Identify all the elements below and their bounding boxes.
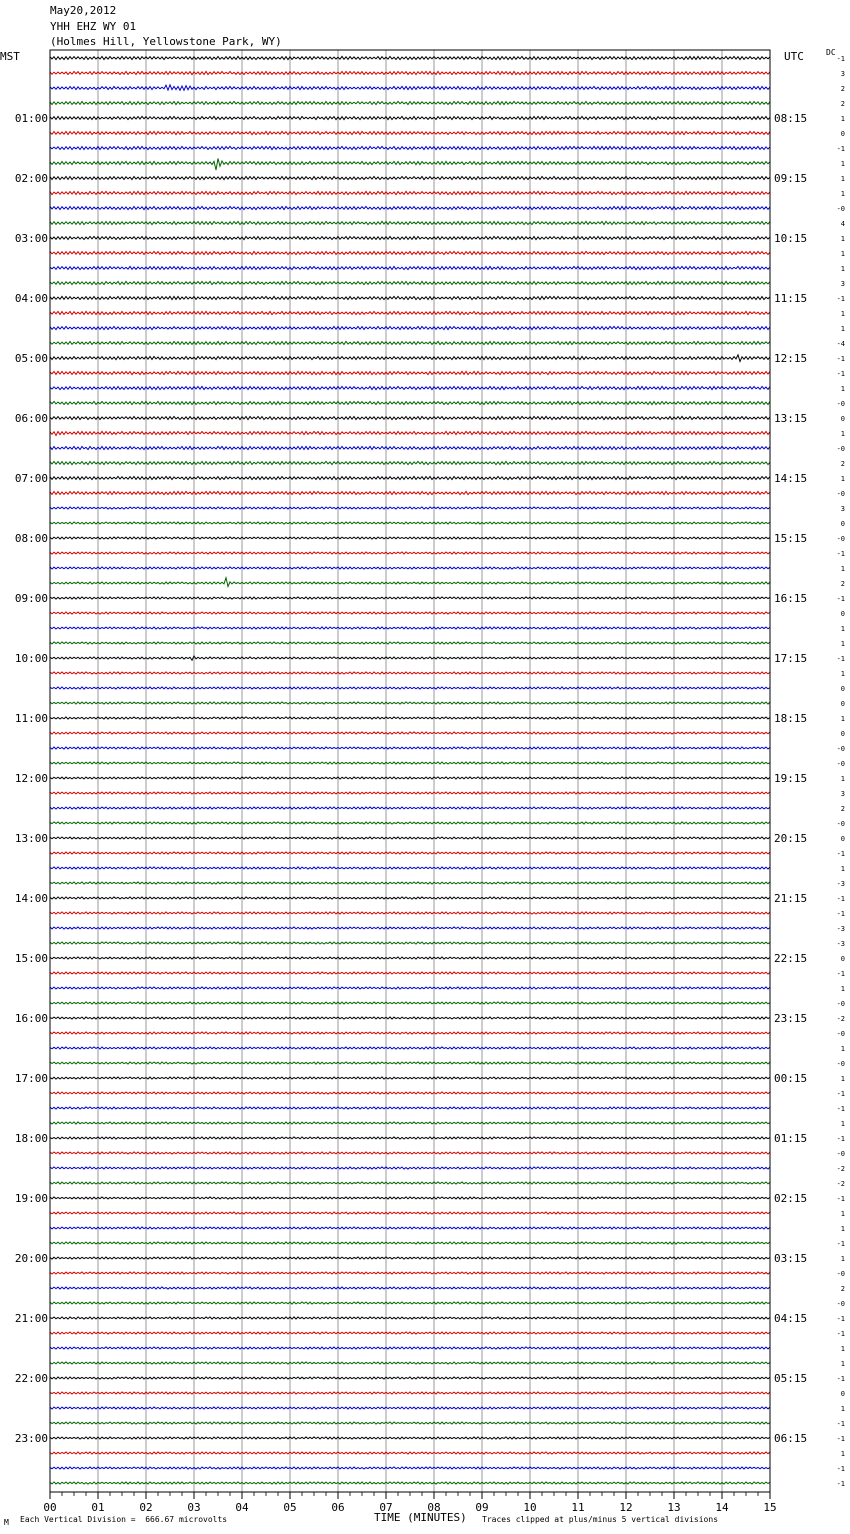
dc-offset-label: -1 [836,1090,845,1098]
trace-21 [50,371,770,374]
trace-19 [50,341,770,344]
left-hour-label: 22:00 [14,1372,48,1385]
trace-56 [50,897,770,899]
x-tick-label: 03 [187,1501,201,1514]
dc-offset-label: 1 [840,715,845,723]
right-hour-label: 17:15 [774,652,808,665]
x-tick-label: 12 [619,1501,633,1514]
dc-offset-label: -1 [836,1195,845,1203]
right-hour-label: 14:15 [774,472,808,485]
trace-77 [50,1212,770,1214]
right-hour-label: 15:15 [774,532,808,545]
dc-offset-label: 1 [840,475,845,483]
dc-offset-label: -1 [836,1330,845,1338]
dc-offset-label: 1 [840,250,845,258]
x-tick-label: 10 [523,1501,537,1514]
trace-73 [50,1152,770,1154]
dc-offset-label: 4 [840,220,845,228]
dc-offset-label: -0 [836,1060,845,1068]
dc-offset-label: 0 [840,955,845,963]
axis-labels [15,55,845,1514]
trace-41 [50,672,770,674]
dc-offset-label: 1 [840,625,845,633]
trace-69 [50,1092,770,1094]
dc-offset-label: 1 [840,670,845,678]
dc-offset-label: -1 [836,1135,845,1143]
dc-offset-label: 1 [840,865,845,873]
right-hour-label: 16:15 [774,592,808,605]
trace-90 [50,1407,770,1409]
left-hour-label: 23:00 [14,1432,48,1445]
trace-18 [50,326,770,329]
dc-offset-label: -1 [836,910,845,918]
dc-offset-label: -1 [836,895,845,903]
left-hour-label: 20:00 [14,1252,48,1265]
dc-offset-label: -0 [836,400,845,408]
trace-47 [50,762,770,764]
right-hour-label: 18:15 [774,712,808,725]
trace-52 [50,837,770,839]
left-hour-label: 19:00 [14,1192,48,1205]
trace-79 [50,1242,770,1244]
left-hour-label: 10:00 [14,652,48,665]
right-hour-label: 23:15 [774,1012,808,1025]
dc-offset-label: -2 [836,1015,845,1023]
dc-offset-label: 1 [840,385,845,393]
dc-offset-label: 1 [840,1045,845,1053]
clip-text: Traces clipped at plus/minus 5 vertical divisions [482,1515,719,1524]
x-tick-label: 06 [331,1501,345,1514]
left-hour-label: 03:00 [14,232,48,245]
trace-50 [50,807,770,809]
dc-offset-label: 1 [840,565,845,573]
dc-label: DC [826,48,836,57]
dc-offset-label: 1 [840,1360,845,1368]
trace-44 [50,717,770,719]
trace-57 [50,912,770,914]
right-zone-label: UTC [784,50,804,63]
x-tick-label: 15 [763,1501,777,1514]
dc-offset-label: 2 [840,460,845,468]
trace-43 [50,702,770,704]
trace-2 [50,85,770,90]
dc-offset-label: -1 [836,145,845,153]
dc-offset-label: 0 [840,700,845,708]
trace-71 [50,1122,770,1124]
dc-offset-label: -2 [836,1180,845,1188]
dc-offset-label: 1 [840,430,845,438]
dc-offset-label: 3 [840,790,845,798]
x-tick-label: 07 [379,1501,393,1514]
trace-10 [50,206,770,209]
trace-65 [50,1032,770,1034]
dc-offset-label: -1 [836,850,845,858]
trace-4 [50,116,770,119]
dc-offset-label: 1 [840,1255,845,1263]
dc-offset-label: -0 [836,1270,845,1278]
x-tick-label: 04 [235,1501,249,1514]
dc-offset-label: -1 [836,1315,845,1323]
trace-74 [50,1167,770,1169]
trace-38 [50,627,770,629]
trace-24 [50,416,770,419]
left-hour-label: 13:00 [14,832,48,845]
trace-82 [50,1287,770,1289]
dc-offset-label: 2 [840,805,845,813]
dc-offset-label: -2 [836,1165,845,1173]
trace-0 [50,56,770,59]
dc-offset-label: 1 [840,160,845,168]
left-hour-label: 05:00 [14,352,48,365]
left-hour-label: 09:00 [14,592,48,605]
dc-offset-label: 1 [840,235,845,243]
dc-offset-label: 1 [840,640,845,648]
dc-offset-label: 0 [840,835,845,843]
left-hour-label: 01:00 [14,112,48,125]
dc-offset-label: -1 [836,550,845,558]
left-hour-label: 07:00 [14,472,48,485]
x-tick-label: 09 [475,1501,489,1514]
x-tick-label: 08 [427,1501,441,1514]
dc-offset-label: -1 [836,55,845,63]
trace-6 [50,146,770,149]
header-station: YHH EHZ WY 01 [50,20,137,33]
trace-78 [50,1227,770,1229]
dc-offset-label: -0 [836,745,845,753]
trace-80 [50,1257,770,1259]
right-hour-label: 04:15 [774,1312,808,1325]
dc-offset-label: 1 [840,310,845,318]
dc-offset-label: -1 [836,970,845,978]
trace-76 [50,1197,770,1199]
dc-offset-label: -1 [836,655,845,663]
right-hour-label: 09:15 [774,172,808,185]
dc-offset-label: 1 [840,1225,845,1233]
trace-86 [50,1347,770,1349]
dc-offset-label: -1 [836,1375,845,1383]
scale-text: Each Vertical Division = 666.67 microvolts [20,1515,228,1524]
trace-30 [50,507,770,509]
trace-59 [50,942,770,944]
dc-offset-label: 0 [840,130,845,138]
x-tick-label: 14 [715,1501,729,1514]
trace-92 [50,1437,770,1439]
left-hour-label: 17:00 [14,1072,48,1085]
dc-offset-label: -0 [836,205,845,213]
dc-offset-label: 1 [840,1075,845,1083]
left-hour-label: 11:00 [14,712,48,725]
trace-88 [50,1377,770,1379]
x-axis-title: TIME (MINUTES) [374,1511,467,1524]
dc-offset-label: 1 [840,775,845,783]
trace-85 [50,1332,770,1334]
left-hour-label: 14:00 [14,892,48,905]
trace-16 [50,296,770,299]
left-hour-label: 15:00 [14,952,48,965]
right-hour-label: 19:15 [774,772,808,785]
trace-94 [50,1467,770,1469]
dc-offset-label: -0 [836,1150,845,1158]
dc-offset-label: -0 [836,1030,845,1038]
trace-48 [50,777,770,779]
trace-7 [50,159,770,171]
right-hour-label: 10:15 [774,232,808,245]
dc-offset-label: -1 [836,1420,845,1428]
right-hour-label: 00:15 [774,1072,808,1085]
dc-offset-label: -1 [836,1105,845,1113]
right-hour-label: 20:15 [774,832,808,845]
trace-58 [50,927,770,929]
trace-89 [50,1392,770,1394]
left-hour-label: 02:00 [14,172,48,185]
trace-45 [50,732,770,734]
trace-53 [50,852,770,854]
right-hour-label: 13:15 [774,412,808,425]
trace-81 [50,1272,770,1274]
dc-offset-label: -0 [836,820,845,828]
trace-28 [50,476,770,479]
dc-offset-label: -0 [836,760,845,768]
x-tick-label: 00 [43,1501,57,1514]
dc-offset-label: 3 [840,70,845,78]
trace-37 [50,612,770,614]
trace-20 [50,355,770,362]
trace-91 [50,1422,770,1424]
dc-offset-label: 1 [840,1210,845,1218]
trace-95 [50,1482,770,1484]
dc-offset-label: 2 [840,100,845,108]
trace-27 [50,461,770,464]
x-tick-label: 13 [667,1501,681,1514]
trace-61 [50,972,770,974]
trace-1 [50,71,770,74]
dc-offset-label: -3 [836,880,845,888]
dc-offset-label: -0 [836,535,845,543]
trace-83 [50,1302,770,1304]
trace-23 [50,401,770,404]
dc-offset-label: -0 [836,490,845,498]
dc-offset-label: 1 [840,115,845,123]
right-hour-label: 21:15 [774,892,808,905]
dc-offset-label: -1 [836,1465,845,1473]
x-tick-label: 05 [283,1501,297,1514]
trace-3 [50,101,770,104]
dc-offset-label: -4 [836,340,845,348]
trace-22 [50,386,770,389]
right-hour-label: 03:15 [774,1252,808,1265]
trace-72 [50,1137,770,1139]
x-tick-label: 01 [91,1501,105,1514]
right-hour-label: 05:15 [774,1372,808,1385]
dc-offset-label: 1 [840,1345,845,1353]
dc-offset-label: -1 [836,1480,845,1488]
left-hour-label: 21:00 [14,1312,48,1325]
left-hour-label: 12:00 [14,772,48,785]
trace-5 [50,131,770,134]
dc-offset-label: 2 [840,1285,845,1293]
trace-67 [50,1062,770,1064]
dc-offset-label: 2 [840,580,845,588]
dc-offset-label: 1 [840,1405,845,1413]
trace-35 [50,578,770,587]
left-hour-label: 06:00 [14,412,48,425]
trace-66 [50,1047,770,1049]
trace-17 [50,311,770,314]
dc-offset-label: 0 [840,520,845,528]
dc-offset-label: 3 [840,505,845,513]
trace-25 [50,431,770,435]
header-location: (Holmes Hill, Yellowstone Park, WY) [50,35,282,48]
dc-offset-label: 1 [840,265,845,273]
trace-31 [50,522,770,524]
dc-offset-label: -1 [836,595,845,603]
trace-32 [50,537,770,539]
dc-offset-label: -1 [836,355,845,363]
trace-26 [50,446,770,449]
trace-42 [50,687,770,689]
corner-mark: M [4,1518,9,1527]
x-tick-label: 11 [571,1501,585,1514]
header-date: May20,2012 [50,4,117,17]
right-hour-label: 06:15 [774,1432,808,1445]
trace-34 [50,567,770,569]
dc-offset-label: 1 [840,1120,845,1128]
right-hour-label: 12:15 [774,352,808,365]
trace-13 [50,251,770,254]
trace-33 [50,552,770,554]
dc-offset-label: 1 [840,985,845,993]
dc-offset-label: 1 [840,325,845,333]
seismic-traces [50,56,770,1484]
trace-63 [50,1002,770,1004]
dc-offset-label: 0 [840,610,845,618]
trace-84 [50,1317,770,1319]
left-hour-label: 04:00 [14,292,48,305]
dc-offset-label: -1 [836,295,845,303]
right-hour-label: 02:15 [774,1192,808,1205]
trace-29 [50,491,770,494]
trace-87 [50,1362,770,1364]
trace-11 [50,221,770,224]
right-hour-label: 11:15 [774,292,808,305]
trace-51 [50,822,770,824]
trace-55 [50,882,770,884]
trace-8 [50,176,770,179]
dc-offset-label: 0 [840,685,845,693]
dc-offset-label: -3 [836,940,845,948]
trace-14 [50,266,770,269]
trace-40 [50,656,770,660]
dc-offset-label: 2 [840,85,845,93]
dc-offset-label: -1 [836,1240,845,1248]
trace-75 [50,1182,770,1184]
dc-offset-label: 3 [840,280,845,288]
trace-36 [50,597,770,599]
dc-offset-label: -0 [836,1300,845,1308]
dc-offset-label: -3 [836,925,845,933]
trace-64 [50,1017,770,1019]
left-hour-label: 08:00 [14,532,48,545]
left-zone-label: MST [0,50,20,63]
left-hour-label: 18:00 [14,1132,48,1145]
dc-offset-label: 1 [840,190,845,198]
right-hour-label: 22:15 [774,952,808,965]
right-hour-label: 01:15 [774,1132,808,1145]
dc-offset-label: 1 [840,175,845,183]
trace-49 [50,792,770,794]
x-tick-label: 02 [139,1501,153,1514]
dc-offset-label: 1 [840,1450,845,1458]
trace-54 [50,867,770,869]
trace-46 [50,747,770,749]
dc-offset-label: 0 [840,415,845,423]
trace-12 [50,236,770,239]
dc-offset-label: -0 [836,445,845,453]
left-hour-label: 16:00 [14,1012,48,1025]
trace-93 [50,1452,770,1454]
trace-15 [50,281,770,284]
dc-offset-label: -0 [836,1000,845,1008]
dc-offset-label: -1 [836,370,845,378]
trace-70 [50,1107,770,1109]
trace-39 [50,642,770,644]
right-hour-label: 08:15 [774,112,808,125]
dc-offset-label: -1 [836,1435,845,1443]
dc-offset-label: 0 [840,1390,845,1398]
trace-62 [50,987,770,989]
trace-68 [50,1077,770,1079]
trace-9 [50,191,770,194]
dc-offset-label: 0 [840,730,845,738]
trace-60 [50,957,770,959]
